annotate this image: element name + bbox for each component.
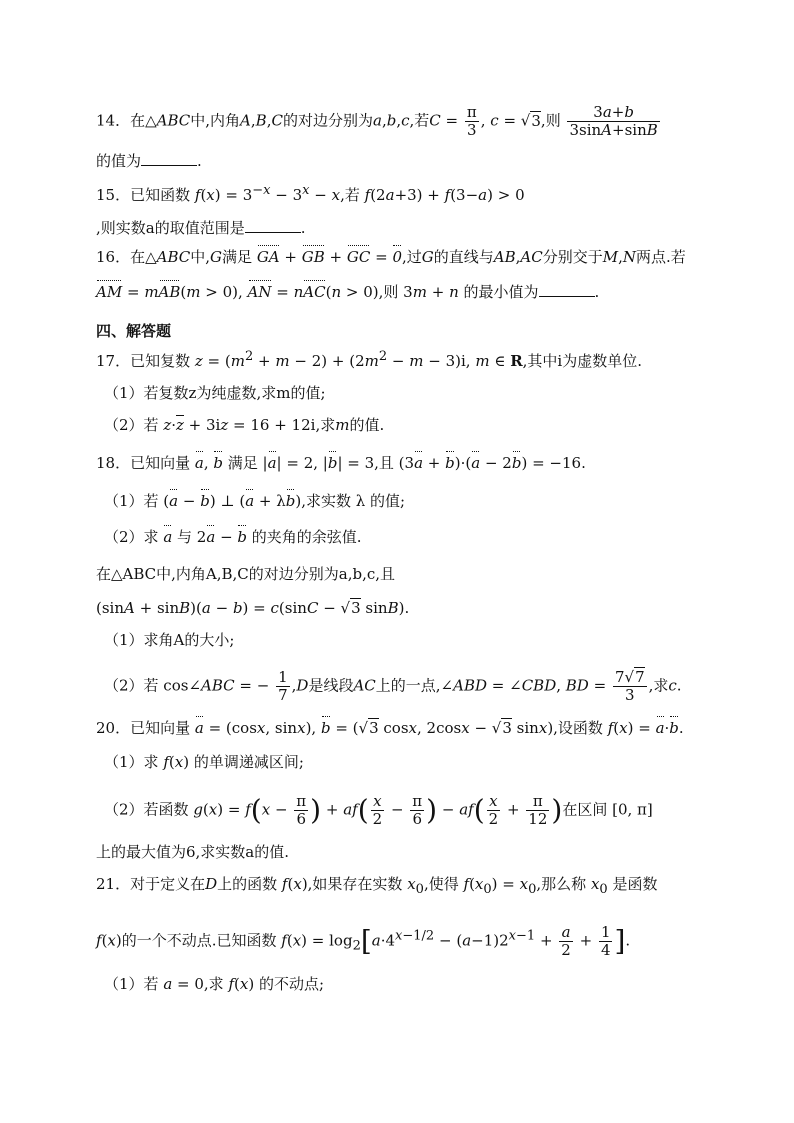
- q19-part1: （1）求角A的大小;: [104, 631, 235, 649]
- q16-line1: 16．在△ABC中,G满足 GA + GB + GC = 0,过G的直线与AB,AC分别交于M,N两点.若: [96, 248, 686, 266]
- q18-line1: 18．已知向量 a, b 满足 |a| = 2, |b| = 3,且 (3a + b)·(a − 2b) = −16.: [96, 454, 586, 472]
- q20-line1: 20．已知向量 a = (cosx, sinx), b = (√3 cosx, 2cosx − √3 sinx),设函数 f(x) = a·b.: [96, 719, 684, 737]
- q17-number: 17．: [96, 352, 131, 370]
- q21-line2: f(x)的一个不动点.已知函数 $f(x) = \log_2[a\cdot 4^{x-1/2} - (a-1)2^{x-1}$ + $\frac{a}{2}$ + $\frac{1}{4}$ ].: [96, 923, 631, 959]
- q14-fraction: $\frac{3a+b}{3\sin A+\sin B}$: [569, 103, 658, 139]
- q19-part2: （2）若 cos∠ABC = − $\frac{1}{7}$ ,D是线段AC上的一点,∠ABD = ∠CBD, BD = $\frac{7√7}{3}$ ,求c.: [104, 668, 682, 704]
- q21-line1: 21．对于定义在D上的函数 f(x),如果存在实数 $x_0$,使得 $f(x_0) = x_0$,那么称 $x_0$ 是函数: [96, 875, 658, 897]
- q14-line2: 的值为 .: [96, 152, 202, 170]
- q20-part2-cont: 上的最大值为6,求实数a的值.: [96, 843, 290, 861]
- q21-part1: （1）若 a = 0,求 f(x) 的不动点;: [104, 975, 325, 993]
- answer-blank: [539, 281, 595, 297]
- q20-part2: （2）若函数 g(x) = f(x − $\frac{\pi}{6}$ ) + af( $\frac{x}{2}$ − $\frac{\pi}{6}$ ) − af( $\frac{x}{2}$ + $\frac{\pi}{12}$ )在区间 [0, π]: [104, 792, 653, 828]
- q18-part1: （1）若 (a − b) ⊥ (a + λb),求实数 λ 的值;: [104, 492, 406, 510]
- q14-line1: 14．在△ABC中,内角A,B,C的对边分别为a,b,c,若C = $\frac{\pi}{3}$ , c = √3,则 $\frac{3a+b}{3\sin A+\sin B}$: [96, 103, 658, 139]
- q15-number: 15．: [96, 186, 131, 204]
- q16-line2: AM = mAB(m > 0), AN = nAC(n > 0),则 3m + n 的最小值为 .: [96, 283, 600, 301]
- q16-number: 16．: [96, 248, 131, 266]
- answer-blank: [245, 217, 301, 233]
- q20-number: 20．: [96, 719, 131, 737]
- q18-number: 18．: [96, 454, 131, 472]
- q18-part2: （2）求 a 与 2a − b 的夹角的余弦值.: [104, 528, 362, 546]
- q17-part1: （1）若复数z为纯虚数,求m的值;: [104, 384, 326, 402]
- q17-line1: 17．已知复数 $z = (m^2 + m - 2) + (2m^2 - m - 3)i$, m ∈ R,其中i为虚数单位.: [96, 349, 642, 370]
- q19-line1: 在△ABC中,内角A,B,C的对边分别为a,b,c,且: [96, 565, 396, 583]
- q21-number: 21．: [96, 875, 131, 893]
- q20-part1: （1）求 f(x) 的单调递减区间;: [104, 753, 304, 771]
- section-heading: 四、解答题: [96, 322, 172, 340]
- q14-number: 14．: [96, 111, 131, 130]
- q19-equation: (sinA + sinB)(a − b) = c(sinC − √3 sinB).: [96, 599, 410, 617]
- q17-part2: （2）若 z·z + 3iz = 16 + 12i,求m的值.: [104, 416, 385, 434]
- answer-blank: [141, 150, 197, 166]
- q15-line1: 15．已知函数 $f(x) = 3^{-x} - 3^x - x$,若 f(2a+3) + f(3−a) > 0: [96, 183, 525, 204]
- q15-line2: ,则实数a的取值范围是 .: [96, 219, 306, 237]
